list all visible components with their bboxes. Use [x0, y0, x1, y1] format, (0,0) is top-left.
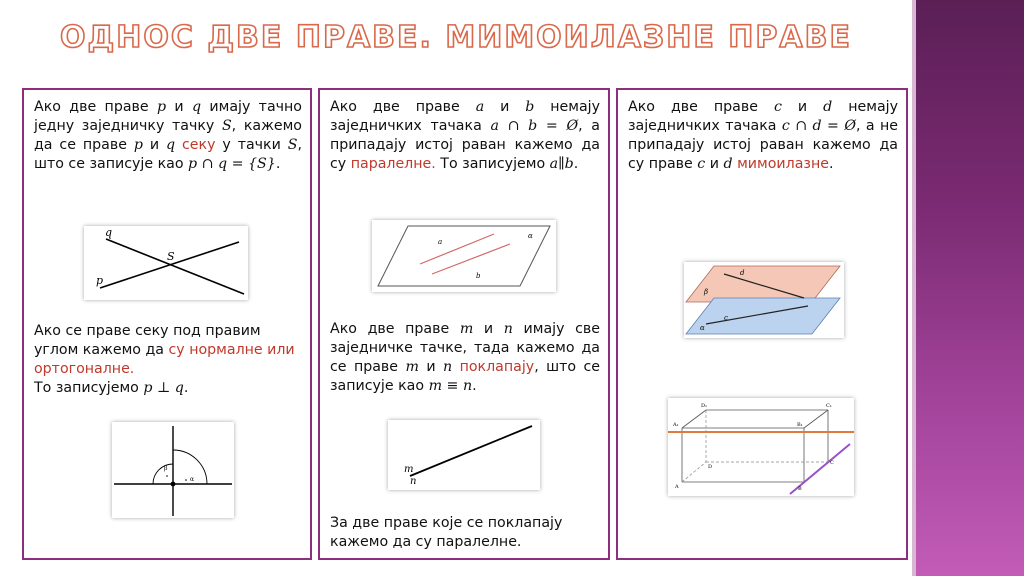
formula-empty-intersection: a ∩ b = Ø: [490, 118, 579, 134]
text-coincident: Ако две праве m и n имају све заједничке тачке, тада кажемо да се праве m и n поклапају, што се записује као m ≡ n.: [330, 321, 601, 394]
formula-perpendicular: p ⊥ q: [143, 380, 184, 396]
label-alpha-plane2: α: [700, 324, 705, 332]
figure-skew-cuboid: [668, 398, 854, 496]
label-m: m: [404, 464, 414, 475]
label-d: d: [740, 269, 745, 277]
label-A: A: [675, 484, 679, 490]
label-alpha: α: [190, 476, 195, 483]
figure-skew-planes: [684, 262, 844, 338]
label-S: S: [167, 250, 175, 263]
label-beta: β: [164, 465, 168, 472]
text-intersecting: Ако две праве p и q имају тачно једну заједничку тачку S, кажемо да се праве p и q секу у тачки S, што се записује као p ∩ q = {S}.: [34, 99, 302, 172]
line-a: [420, 234, 494, 264]
label-beta-plane: β: [704, 288, 709, 296]
label-n: n: [410, 476, 417, 487]
term-coincide: поклапају: [459, 359, 535, 375]
label-A1: A₁: [673, 422, 679, 428]
text-perpendicular: Ако се праве секу под правим углом кажемо да су нормалне или ортогоналне. То записујемо p ⊥ q.: [34, 323, 295, 396]
panel-parallel-lines: [318, 88, 610, 560]
line-p: [100, 242, 239, 288]
label-a: a: [438, 238, 443, 246]
figure-intersecting-lines: [84, 226, 248, 300]
decorative-side-stripe: [912, 0, 916, 576]
term-skew: мимоилазне: [737, 156, 829, 172]
label-D: D: [708, 464, 713, 470]
slide-title: ОДНОС ДВЕ ПРАВЕ. МИМОИЛАЗНЕ ПРАВЕ: [60, 20, 852, 55]
label-q: q: [105, 226, 113, 239]
label-D1: D₁: [701, 403, 708, 409]
text-skew: Ако две праве c и d немају заједничких тачака c ∩ d = Ø, а не припадају истој раван кажемо да су праве c и d мимоилазне.: [628, 99, 898, 172]
text-parallel: Ако две праве a и b немају заједничких тачака a ∩ b = Ø, а припадају истој раван кажемо да су паралелне. То записујемо a∥b.: [330, 99, 601, 172]
decorative-side-band: [912, 0, 1024, 576]
formula-parallel: a∥b: [549, 156, 574, 172]
term-parallel: паралелне.: [350, 156, 436, 172]
figure-parallel-plane: [372, 220, 556, 292]
text-coincident-parallel: За две праве које се поклапају кажемо да су паралелне.: [330, 515, 563, 550]
line-b: [432, 244, 510, 274]
panel-skew-lines: [616, 88, 908, 560]
term-normal: су нормалне или ортогоналне.: [34, 342, 295, 377]
label-C: C: [830, 460, 834, 466]
label-C1: C₁: [826, 403, 832, 409]
term-seku: секу: [181, 137, 216, 153]
formula-intersection: p ∩ q = {S}: [188, 156, 276, 172]
formula-coincident: m ≡ n: [428, 378, 473, 394]
panel-intersecting-lines: [22, 88, 312, 560]
figure-perpendicular-lines: [112, 422, 234, 518]
label-p: p: [96, 274, 104, 287]
figure-coincident-lines: [388, 420, 540, 490]
label-B: B: [798, 486, 802, 492]
label-c: c: [724, 314, 728, 322]
label-b: b: [476, 272, 481, 280]
label-alpha-plane: α: [528, 232, 533, 240]
label-B1: B₁: [797, 422, 803, 428]
formula-skew: c ∩ d = Ø: [781, 118, 856, 134]
